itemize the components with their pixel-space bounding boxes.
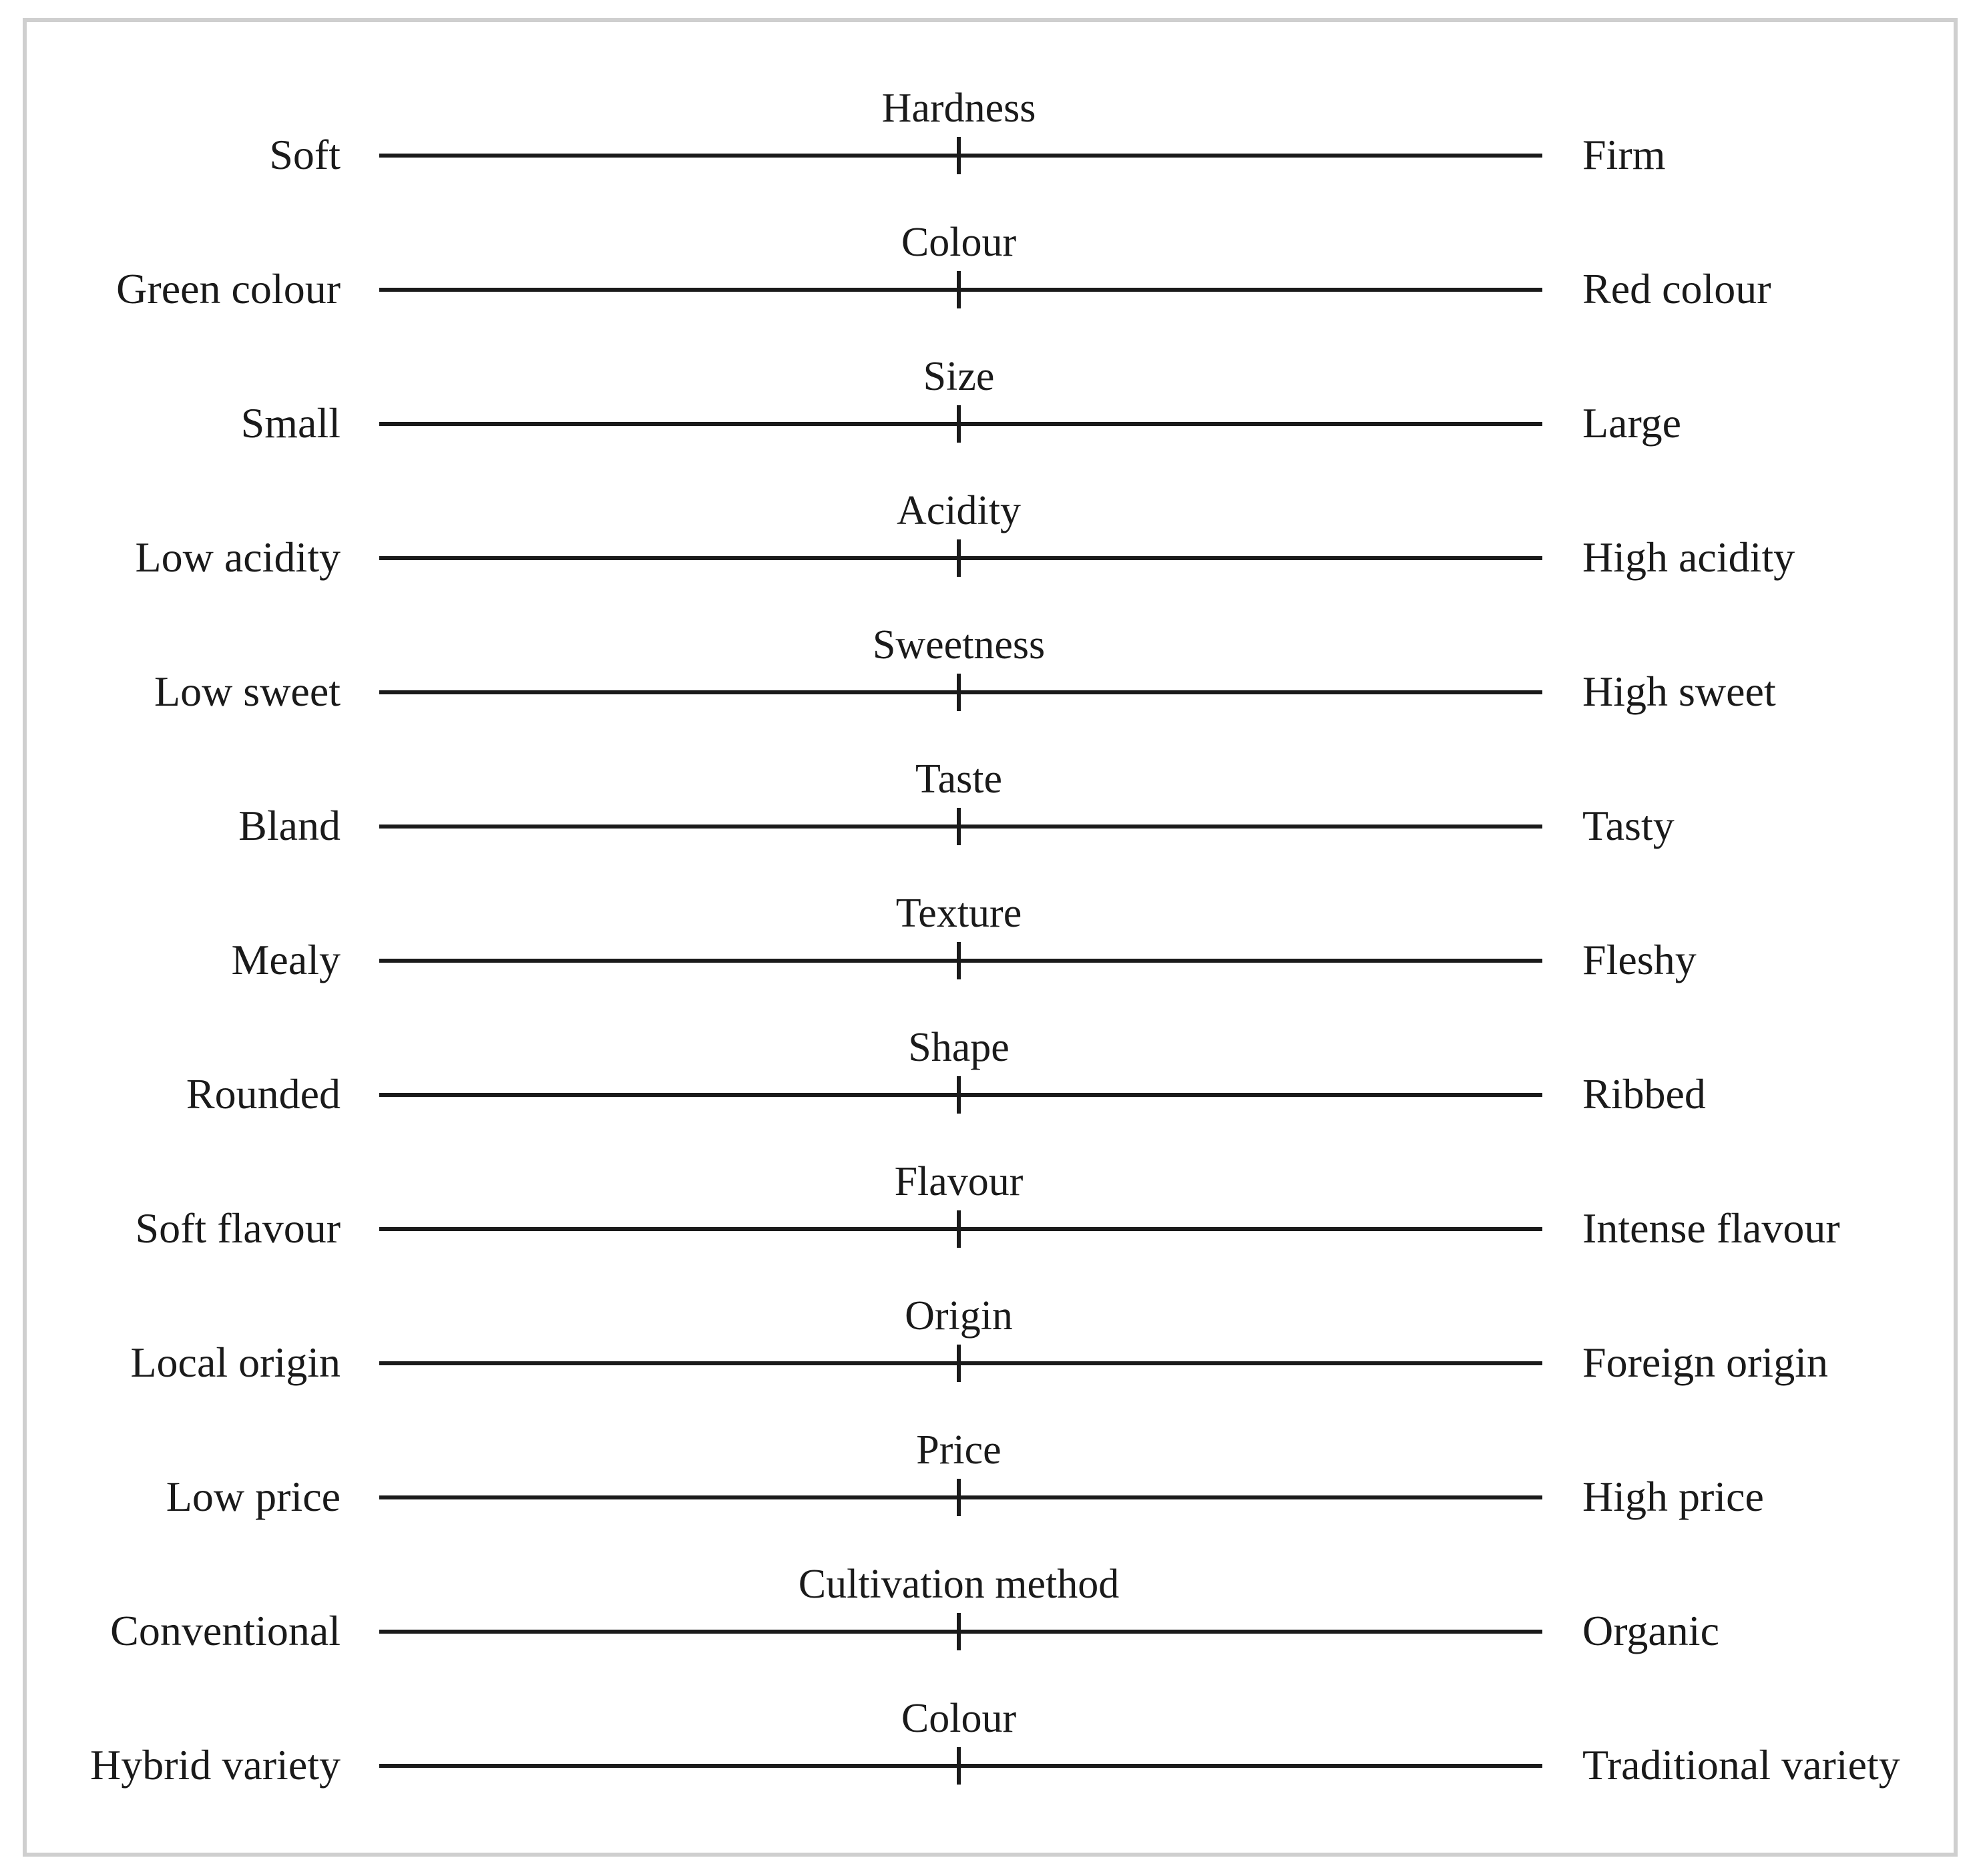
scale-line	[379, 1764, 1542, 1768]
scale-title: Hardness	[881, 85, 1036, 131]
scale-line	[379, 556, 1542, 560]
scale-row-size	[0, 350, 1985, 484]
scale-right-label: Firm	[1582, 131, 1666, 178]
scale-midpoint-tick	[957, 539, 961, 577]
scale-midpoint-tick	[957, 1479, 961, 1516]
scale-title: Sweetness	[872, 622, 1046, 668]
scale-left-label: Green colour	[116, 265, 341, 312]
scale-midpoint-tick	[957, 271, 961, 308]
scale-row-acidity	[0, 484, 1985, 618]
scale-row-sweetness	[0, 618, 1985, 752]
scale-line	[379, 422, 1542, 426]
scale-left-label: Conventional	[110, 1607, 341, 1654]
scale-left-label: Hybrid variety	[90, 1741, 341, 1789]
scale-right-label: Intense flavour	[1582, 1204, 1840, 1252]
scale-right-label: High price	[1582, 1473, 1764, 1520]
scale-midpoint-tick	[957, 1076, 961, 1114]
scale-line	[379, 1495, 1542, 1499]
scale-title: Colour	[901, 1696, 1017, 1741]
scale-row-origin	[0, 1289, 1985, 1423]
scale-title: Origin	[905, 1293, 1013, 1339]
scale-midpoint-tick	[957, 1345, 961, 1382]
scale-left-label: Small	[240, 399, 341, 447]
scale-midpoint-tick	[957, 405, 961, 443]
scale-line	[379, 825, 1542, 829]
scale-midpoint-tick	[957, 1747, 961, 1785]
scale-right-label: Organic	[1582, 1607, 1719, 1654]
scale-title: Taste	[915, 756, 1002, 802]
scale-midpoint-tick	[957, 137, 961, 174]
scale-line	[379, 690, 1542, 694]
scale-title: Flavour	[894, 1159, 1024, 1204]
scale-line	[379, 1227, 1542, 1231]
scale-row-colour	[0, 216, 1985, 350]
scale-title: Cultivation method	[798, 1562, 1120, 1607]
scale-line	[379, 1093, 1542, 1097]
scale-title: Size	[923, 354, 995, 399]
scale-line	[379, 959, 1542, 963]
scale-right-label: Traditional variety	[1582, 1741, 1900, 1789]
scale-title: Price	[916, 1427, 1002, 1473]
scale-left-label: Mealy	[231, 936, 341, 983]
scale-left-label: Local origin	[130, 1339, 341, 1386]
scale-row-variety	[0, 1692, 1985, 1826]
scale-row-taste	[0, 752, 1985, 887]
scale-row-hardness	[0, 81, 1985, 216]
scale-row-flavour	[0, 1155, 1985, 1289]
scale-title: Acidity	[897, 488, 1021, 533]
scale-right-label: Large	[1582, 399, 1682, 447]
scale-midpoint-tick	[957, 1210, 961, 1248]
scale-left-label: Rounded	[186, 1070, 341, 1118]
scale-title: Texture	[895, 891, 1022, 936]
scale-midpoint-tick	[957, 942, 961, 979]
scale-left-label: Low price	[166, 1473, 341, 1520]
scale-right-label: High sweet	[1582, 668, 1776, 715]
scale-row-shape	[0, 1021, 1985, 1155]
scale-line	[379, 1361, 1542, 1365]
scale-midpoint-tick	[957, 1613, 961, 1650]
scale-right-label: Ribbed	[1582, 1070, 1706, 1118]
scale-row-cultivation-method	[0, 1558, 1985, 1692]
scale-line	[379, 1630, 1542, 1634]
scale-left-label: Soft	[269, 131, 341, 178]
scale-title: Shape	[908, 1025, 1010, 1070]
scale-left-label: Low acidity	[135, 533, 341, 581]
scale-right-label: Red colour	[1582, 265, 1771, 312]
scale-right-label: Foreign origin	[1582, 1339, 1828, 1386]
scale-right-label: High acidity	[1582, 533, 1795, 581]
scale-right-label: Fleshy	[1582, 936, 1697, 983]
scale-line	[379, 288, 1542, 292]
scale-row-texture	[0, 887, 1985, 1021]
scale-left-label: Bland	[238, 802, 341, 849]
scale-left-label: Low sweet	[154, 668, 341, 715]
scale-midpoint-tick	[957, 674, 961, 711]
scale-left-label: Soft flavour	[135, 1204, 341, 1252]
scale-row-price	[0, 1423, 1985, 1558]
scale-right-label: Tasty	[1582, 802, 1675, 849]
scale-midpoint-tick	[957, 808, 961, 845]
scale-title: Colour	[901, 220, 1017, 265]
scale-line	[379, 154, 1542, 158]
